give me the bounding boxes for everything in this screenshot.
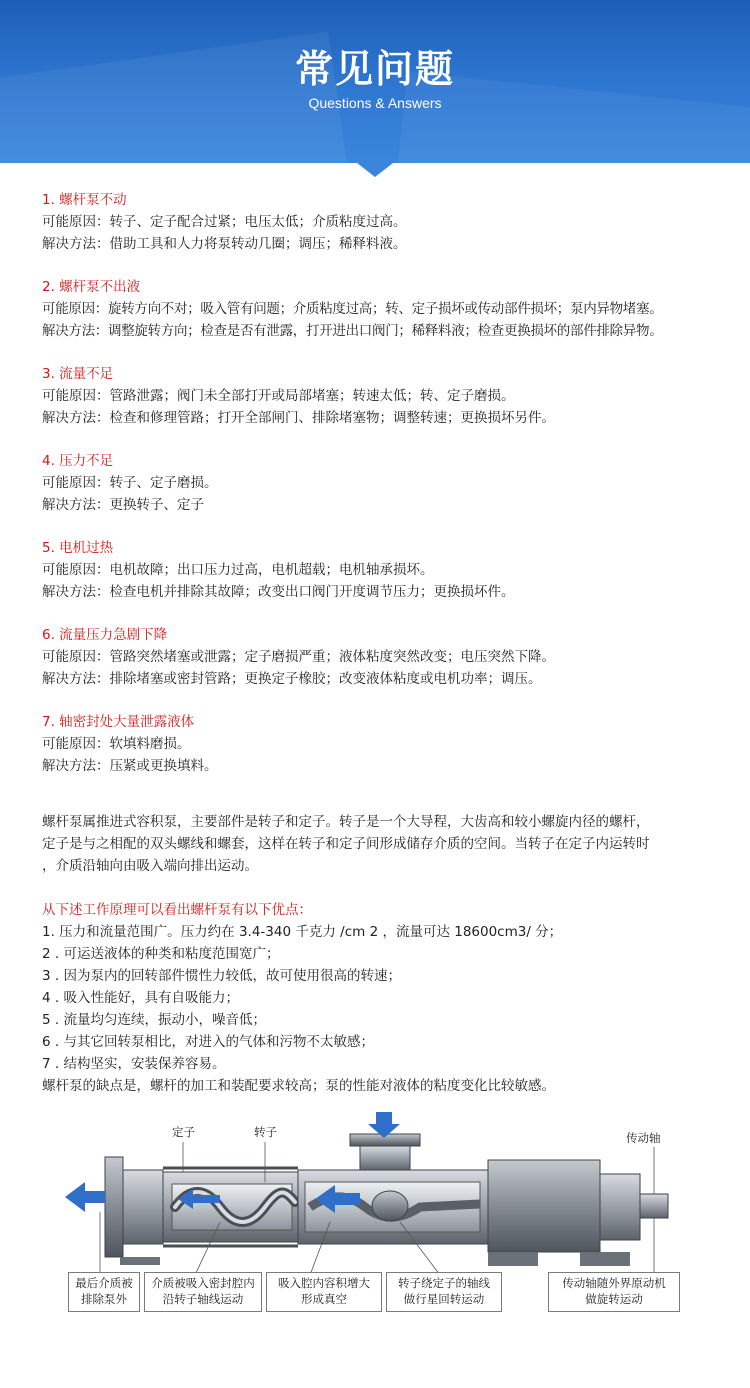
faq-solution: 解决方法：更换转子、定子: [42, 497, 204, 513]
header-notch: [357, 163, 393, 177]
intro-paragraph: [42, 811, 712, 877]
faq-item: [42, 363, 732, 429]
faq-item: [42, 711, 732, 777]
faq-cause: 可能原因：转子、定子磨损。: [42, 475, 218, 491]
label-box-planetary: [386, 1272, 502, 1312]
advantages-list: [42, 921, 722, 1097]
faq-solution: 解决方法：调整旋转方向；检查是否有泄露，打开进出口阀门；稀释料液；检查更换损坏的部件排除异物。: [42, 323, 663, 339]
inlet-pipe: [360, 1146, 410, 1170]
faq-item: [42, 450, 732, 516]
label-box-outlet: [68, 1272, 140, 1312]
advantage-item: 4 . 吸入性能好，具有自吸能力；: [42, 990, 239, 1006]
advantages-title: 从下述工作原理可以看出螺杆泵有以下优点：: [42, 902, 312, 918]
faq-cause: 可能原因：旋转方向不对；吸入管有问题；介质粘度过高；转、定子损坏或传动部件损坏；泵内异物堵塞。: [42, 301, 663, 317]
advantage-item: 5 . 流量均匀连续，振动小，噪音低；: [42, 1012, 266, 1028]
intro-line: 定子是与之相配的双头螺线和螺套，这样在转子和定子间形成储存介质的空间。当转子在定子内运转时: [42, 836, 650, 852]
outlet-housing: [123, 1170, 163, 1244]
label-box-line: 做旋转运动: [585, 1292, 643, 1306]
faq-solution: 解决方法：排除堵塞或密封管路；更换定子橡胶；改变液体粘度或电机功率；调压。: [42, 671, 542, 687]
faq-cause: 可能原因：管路突然堵塞或泄露；定子磨损严重；液体粘度突然改变；电压突然下降。: [42, 649, 555, 665]
faq-item: [42, 276, 732, 342]
label-box-line: 形成真空: [301, 1292, 347, 1306]
base-foot: [488, 1252, 538, 1266]
faq-cause: 可能原因：转子、定子配合过紧；电压太低；介质粘度过高。: [42, 214, 407, 230]
faq-cause: 可能原因：电机故障；出口压力过高，电机超载；电机轴承损坏。: [42, 562, 434, 578]
faq-question: 3. 流量不足: [42, 366, 114, 382]
label-drive-shaft: 传动轴: [626, 1131, 661, 1145]
drive-shaft: [640, 1194, 668, 1218]
label-box-line: 做行星回转运动: [403, 1292, 485, 1306]
outlet-flange: [105, 1157, 123, 1257]
faq-cause: 可能原因：管路泄露；阀门未全部打开或局部堵塞；转速太低；转、定子磨损。: [42, 388, 515, 404]
faq-question: 6. 流量压力急剧下降: [42, 627, 168, 643]
faq-item: [42, 537, 732, 603]
outlet-arrow: [65, 1182, 105, 1212]
label-box-line: 最后介质被: [75, 1276, 133, 1290]
label-box-line: 转子绕定子的轴线: [398, 1276, 490, 1290]
faq-question: 4. 压力不足: [42, 453, 114, 469]
label-stator: 定子: [172, 1125, 195, 1139]
label-box-drive: [548, 1272, 680, 1312]
advantage-item: 1. 压力和流量范围广。压力约在 3.4-340 千克力 /cm 2 ，流量可达 18600cm3/ 分；: [42, 924, 563, 940]
faq-question: 5. 电机过热: [42, 540, 114, 556]
base-foot: [580, 1252, 630, 1266]
label-box-line: 吸入腔内容积增大: [278, 1276, 370, 1290]
advantage-item: 7 . 结构坚实，安装保养容易。: [42, 1056, 226, 1072]
intro-line: ，介质沿轴向由吸入端向排出运动。: [42, 858, 258, 874]
label-box-line: 传动轴随外界原动机: [562, 1276, 666, 1290]
advantage-item: 6 . 与其它回转泵相比，对进入的气体和污物不太敏感；: [42, 1034, 374, 1050]
label-box-vacuum: [266, 1272, 382, 1312]
header-banner: [0, 0, 750, 163]
bearing-cap: [600, 1174, 640, 1240]
coupling-joint: [372, 1191, 408, 1221]
faq-question: 7. 轴密封处大量泄露液体: [42, 714, 195, 730]
label-box-line: 沿转子轴线运动: [162, 1292, 244, 1306]
intro-line: 螺杆泵属推进式容积泵，主要部件是转子和定子。转子是一个大导程，大齿高和较小螺旋内径的螺杆，: [42, 814, 650, 830]
faq-item: [42, 189, 732, 255]
disadvantage-text: 螺杆泵的缺点是，螺杆的加工和装配要求较高；泵的性能对液体的粘度变化比较敏感。: [42, 1078, 555, 1094]
advantage-item: 3 . 因为泵内的回转部件惯性力较低，故可使用很高的转速；: [42, 968, 401, 984]
faq-question: 1. 螺杆泵不动: [42, 192, 127, 208]
page-title: 常见问题: [294, 47, 455, 91]
bearing-housing: [488, 1160, 600, 1252]
advantage-item: 2 . 可运送液体的种类和粘度范围宽广；: [42, 946, 280, 962]
label-box-line: 排除泵外: [81, 1292, 127, 1306]
faq-question: 2. 螺杆泵不出液: [42, 279, 141, 295]
pump-diagram: [60, 1112, 700, 1312]
label-rotor: 转子: [254, 1125, 277, 1139]
faq-cause: 可能原因：软填料磨损。: [42, 736, 191, 752]
faq-solution: 解决方法：检查电机并排除其故障；改变出口阀门开度调节压力；更换损坏件。: [42, 584, 515, 600]
faq-item: [42, 624, 732, 690]
faq-solution: 解决方法：压紧或更换填料。: [42, 758, 218, 774]
label-box-line: 介质被吸入密封腔内: [151, 1276, 255, 1290]
base-foot: [120, 1257, 160, 1265]
faq-solution: 解决方法：借助工具和人力将泵转动几圈；调压；稀释料液。: [42, 236, 407, 252]
label-box-sealed-cavity: [144, 1272, 262, 1312]
faq-solution: 解决方法：检查和修理管路；打开全部闸门、排除堵塞物；调整转速；更换损坏另件。: [42, 410, 555, 426]
page-subtitle: Questions & Answers: [308, 95, 442, 111]
